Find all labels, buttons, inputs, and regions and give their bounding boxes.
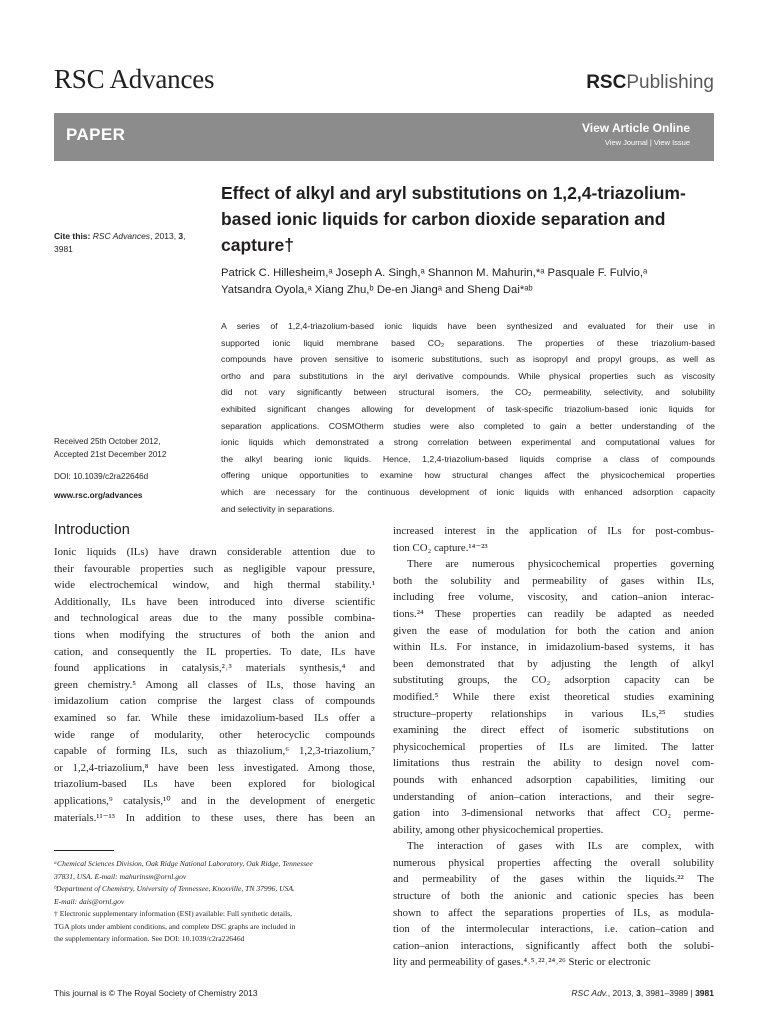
footnote-line: ᵃChemical Sciences Division, Oak Ridge National Laboratory, Oak Ridge, Tennessee [54,859,313,868]
body-text-line: and technological areas due to the many possible combina- [54,612,375,625]
journal-website-link[interactable]: www.rsc.org/advances [54,491,143,500]
body-text-line: cation, and consequently the IL properties. To date, ILs have [54,645,375,658]
body-text-line: understanding of anion–cation interactions, and their segre- [393,790,714,803]
body-column-left [54,544,375,826]
body-text-line: substituting groups, the CO₂ adsorption capacity can be [393,674,714,687]
cite-journal: RSC Advances [92,231,151,241]
body-text-line: capable of forming ILs, such as thiazolium,⁶ 1,2,3-triazolium,⁷ [54,745,375,758]
cite-year: , 2013, [150,231,179,241]
abstract-line: exhibited significant changes allowing for development of task-specific triazolium-based ionic liquids for [221,403,715,414]
accepted-date: Accepted 21st December 2012 [54,449,167,459]
article-title-line: capture† [221,235,294,255]
cite-prefix: Cite this: [54,231,93,241]
footnote-line: TGA plots under ambient conditions, and complete DSC graphs are included in [54,921,296,931]
body-text-line: The interaction of gases with ILs are complex, with [407,840,714,853]
body-text-line: gation into 3-dimensional networks that affect CO₂ perme- [393,807,714,820]
body-text-line: examining the direct effect of isomeric substitutions on [393,724,714,737]
section-heading-introduction: Introduction [54,522,130,538]
abstract-line: and selectivity in separations. [221,503,335,514]
body-text-line: been demonstrated that by adjusting the length of alkyl [393,657,714,670]
article-title [221,180,721,258]
footnote-divider [54,850,114,851]
article-title-line: Effect of alkyl and aryl substitutions on 1,2,4-triazolium- [221,183,686,203]
publisher-logo-rest: Publishing [626,72,714,93]
body-text-line: materials.¹¹⁻¹³ In addition to these uses, there has been an [54,811,375,824]
view-links [605,138,690,147]
footer-pages: , 3981–3989 | [640,988,696,998]
body-text-line: shown to affect the separations properties of ILs, as modula- [393,906,714,919]
body-text-line: tion of the intermolecular interactions, i.e. cation–cation and [393,923,714,936]
body-text-line: their favourable properties such as negligible vapour pressure, [54,562,375,575]
body-text-line: both the solubility and permeability of gases within ILs, [393,574,714,587]
body-text-line: Additionally, ILs have been introduced into diverse scientific [54,595,375,608]
body-text-line: applications,⁹ catalysis,¹⁰ and in the development of energetic [54,794,375,807]
body-text-line: triazolium-based ILs have been explored for biological [54,778,375,791]
journal-title: RSC Advances [54,64,215,94]
view-journal-link[interactable]: View Journal [604,138,648,147]
abstract-line: offering unique opportunities to examine how structural changes affect the physicochemical properties [221,470,715,481]
body-text-line: tions when modifying the structures of both the anion and [54,628,375,641]
author-line: Yatsandra Oyola,ᵃ Xiang Zhu,ᵇ De-en Jiangᵃ and Sheng Dai*ᵃᵇ [221,284,533,296]
body-text-line: found applications in catalysis,²˒³ materials synthesis,⁴ and [54,662,375,675]
body-text-line: structure–property relationships in various ILs,²⁵ studies [393,707,714,720]
received-date: Received 25th October 2012, [54,437,161,446]
body-text-line: imidazolium cation comprise the largest class of compounds [54,695,375,708]
footer-copyright: This journal is © The Royal Society of Chemistry 2013 [54,988,258,998]
footer-volume: 3 [636,988,641,998]
article-title-line: based ionic liquids for carbon dioxide separation and [221,209,666,229]
body-text-line: wide electrochemical window, and high thermal stability.¹ [54,579,375,592]
article-type-banner [54,113,714,161]
body-text-line: cation–anion interactions, significantly affect both the solubi- [393,939,714,952]
footer-citation [571,988,714,998]
body-text-line: including free volume, viscosity, and cation–anion interac- [393,591,714,604]
body-text-line: pounds with enhanced adsorption capabilities, limiting our [393,773,714,786]
doi-link[interactable]: DOI: 10.1039/c2ra22646d [54,472,149,481]
affiliation-footnotes [54,858,375,946]
body-text-line: and permeability of the gases within the liquids.²² The [393,873,714,886]
body-text-line: or 1,2,4-triazolium,⁸ have been less investigated. Among those, [54,761,375,774]
view-links-separator: | [647,138,654,147]
body-text-line: examined so far. While these imidazolium-based ILs offer a [54,711,375,724]
abstract-line: ionic liquids which demonstrated a strong correlation between experimental and computational values for [221,437,715,448]
body-text-line: within ILs. For instance, in imidazolium-based systems, it has [393,641,714,654]
body-column-right [393,523,714,971]
publisher-logo [586,72,714,94]
abstract-line: the alkyl bearing ionic liquids. Hence, 1,2,4-triazolium-based liquids comprise a class of compounds [221,453,715,464]
publisher-logo-bold: RSC [586,72,627,93]
author-line: Patrick C. Hillesheim,ᵃ Joseph A. Singh,ᵃ Shannon M. Mahurin,*ᵃ Pasquale F. Fulvio,ᵃ [221,267,648,279]
citation-info: Cite this: RSC Advances, 2013, 3, 3981 [54,231,186,254]
body-text-line: increased interest in the application of ILs for post-combus- [393,525,714,537]
article-type-label: PAPER [66,125,126,144]
body-text-line: tion CO₂ capture.¹⁴⁻²³ [393,541,488,554]
body-text-line: There are numerous physicochemical properties governing [407,558,714,571]
abstract [221,319,715,518]
footer-page-number: 3981 [695,988,714,998]
body-text-line: green chemistry.⁵ Among all classes of ILs, those having an [54,678,375,691]
footnote-line: 37831, USA. E-mail: mahurinsm@ornl.gov [54,871,187,881]
footnote-line: E-mail: dais@ornl.gov [54,896,125,906]
footnote-line: ᵇDepartment of Chemistry, University of Tennessee, Knoxville, TN 37996, USA. [54,884,295,893]
body-text-line: tions.²⁴ These properties can readily be adapted as needed [393,607,714,620]
abstract-line: which are necessary for the continuous development of ionic liquids with enhanced adsorption capacity [221,486,715,497]
cite-volume: 3 [178,231,184,241]
footnote-line: the supplementary information. See DOI: 10.1039/c2ra22646d [54,934,245,943]
body-text-line: structure of both the anionic and cationic species has been [393,890,714,903]
body-text-line: physicochemical properties of ILs are limited. The latter [393,740,714,753]
body-text-line: wide range of modularity, other heterocyclic compounds [54,728,375,741]
abstract-line: did not vary significantly between structural isomers, the CO₂ permeability, selectivity, and solubility [221,387,715,398]
body-text-line: given the ease of modulation for both the cation and anion [393,624,714,637]
abstract-line: compounds have proven sensitive to isomeric substitutions, such as isopropyl and propyl groups, as well as [221,354,715,365]
body-text-line: limitations thus restrain the ability to design novel com- [393,757,714,770]
author-list [221,265,721,299]
received-dates [54,436,214,461]
body-text-line: numerous physical properties affecting the overall solubility [393,856,714,869]
footer-journal: RSC Adv. [571,988,608,998]
body-text-line: modified.⁵ While there exist theoretical studies examining [393,690,714,703]
body-text-line: ability, among other physicochemical properties. [393,823,604,836]
cite-pages: 3981 [54,243,73,254]
view-article-online-link[interactable]: View Article Online [581,121,690,135]
abstract-line: separation applications. COSMOtherm studies were also completed to gain a better understanding of the [221,420,715,431]
body-text-line: Ionic liquids (ILs) have drawn considerable attention due to [54,546,375,558]
footnote-line: † Electronic supplementary information (ESI) available: Full synthetic details, [54,909,293,918]
view-issue-link[interactable]: View Issue [653,138,690,147]
abstract-line: supported ionic liquid membrane based CO₂ separations. The properties of these triazolium-based [221,337,715,348]
footer-year: , 2013, [607,988,637,998]
body-text-line: lity and permeability of gases.⁴˒⁵˒²²˒²⁴˒²⁶ Steric or electronic [393,956,651,969]
abstract-line: ortho and para substitutions in the aryl derivative compounds. While physical properties such as viscosity [221,370,715,381]
abstract-line: A series of 1,2,4-triazolium-based ionic liquids have been synthesized and evaluated for their use in [221,321,715,331]
